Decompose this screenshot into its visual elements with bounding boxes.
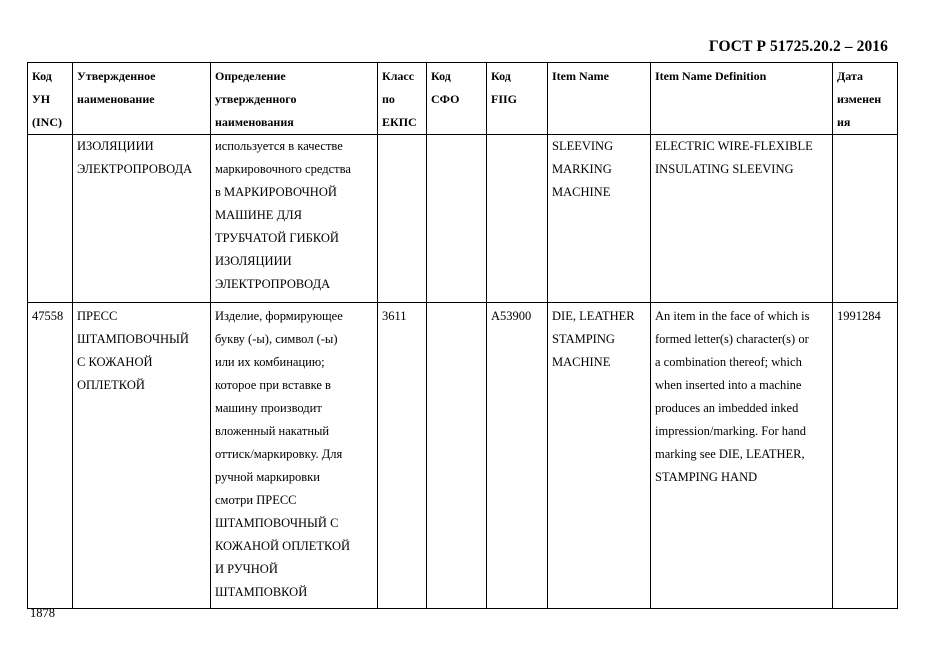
text-line: смотри ПРЕСС: [215, 493, 297, 507]
text-line: Класс: [382, 69, 415, 83]
text-line: marking see DIE, LEATHER,: [655, 447, 805, 461]
text-line: используется в качестве: [215, 139, 343, 153]
text-line: по: [382, 92, 395, 106]
cell-item-name-definition: [651, 135, 833, 303]
text-line: изменен: [837, 92, 882, 106]
cell-definition: [211, 303, 378, 609]
text-line: утвержденного: [215, 92, 297, 106]
cell-inc: [28, 135, 73, 303]
text-line: ШТАМПОВКОЙ: [215, 585, 308, 599]
header-inc: [28, 63, 73, 135]
cell-sfo: [427, 135, 487, 303]
text-line: formed letter(s) character(s) or: [655, 332, 809, 346]
cell-fiig: [487, 135, 548, 303]
text-line: STAMPING: [552, 332, 615, 346]
text-line: УН: [32, 92, 51, 106]
text-line: КОЖАНОЙ ОПЛЕТКОЙ: [215, 539, 351, 553]
text-line: оттиск/маркировку. Для: [215, 447, 343, 461]
text-line: С КОЖАНОЙ: [77, 355, 153, 369]
text-line: ОПЛЕТКОЙ: [77, 378, 145, 392]
text-line: impression/marking. For hand: [655, 424, 807, 438]
text-line: MARKING: [552, 162, 612, 176]
text-line: produces an imbedded inked: [655, 401, 799, 415]
text-line: (INC): [32, 115, 62, 129]
cell-sfo: [427, 303, 487, 609]
text-line: И РУЧНОЙ: [215, 562, 278, 576]
text-line: 3611: [382, 309, 407, 323]
cell-class: [378, 135, 427, 303]
text-line: DIE, LEATHER: [552, 309, 635, 323]
text-line: в МАРКИРОВОЧНОЙ: [215, 185, 337, 199]
text-line: FIIG: [491, 92, 518, 106]
header-class: [378, 63, 427, 135]
header-approved-name: [73, 63, 211, 135]
cell-change-date: [833, 303, 898, 609]
text-line: An item in the face of which is: [655, 309, 810, 323]
text-line: наименования: [215, 115, 294, 129]
nomenclature-table: [27, 62, 898, 609]
header-change-date: [833, 63, 898, 135]
cell-definition: [211, 135, 378, 303]
text-line: Item Name: [552, 69, 609, 83]
page-number: 1878: [30, 606, 55, 620]
text-line: ия: [837, 115, 851, 129]
text-line: ПРЕСС: [77, 309, 118, 323]
text-line: A53900: [491, 309, 532, 323]
text-line: STAMPING HAND: [655, 470, 758, 484]
text-line: ЭЛЕКТРОПРОВОДА: [77, 162, 193, 176]
text-line: Item Name Definition: [655, 69, 767, 83]
text-line: ручной маркировки: [215, 470, 320, 484]
text-line: 1991284: [837, 309, 881, 323]
table-header-row: [28, 63, 898, 135]
cell-class: [378, 303, 427, 609]
text-line: INSULATING SLEEVING: [655, 162, 794, 176]
text-line: ИЗОЛЯЦИИИ: [215, 254, 292, 268]
text-line: 47558: [32, 309, 64, 323]
cell-fiig: [487, 303, 548, 609]
text-line: вложенный накатный: [215, 424, 330, 438]
text-line: MACHINE: [552, 355, 611, 369]
header-item-name-definition: [651, 63, 833, 135]
text-line: MACHINE: [552, 185, 611, 199]
text-line: наименование: [77, 92, 155, 106]
text-line: Определение: [215, 69, 286, 83]
text-line: МАШИНЕ ДЛЯ: [215, 208, 302, 222]
table-row: [28, 303, 898, 609]
text-line: ELECTRIC WIRE-FLEXIBLE: [655, 139, 813, 153]
header-item-name: [548, 63, 651, 135]
text-line: ШТАМПОВОЧНЫЙ: [77, 332, 189, 346]
text-line: маркировочного средства: [215, 162, 351, 176]
text-line: СФО: [431, 92, 460, 106]
text-line: Код: [491, 69, 511, 83]
text-line: машину производит: [215, 401, 322, 415]
cell-approved-name: [73, 303, 211, 609]
text-line: a combination thereof; which: [655, 355, 802, 369]
cell-change-date: [833, 135, 898, 303]
header-definition: [211, 63, 378, 135]
text-line: Утвержденное: [77, 69, 156, 83]
table-row: [28, 135, 898, 303]
header-sfo: [427, 63, 487, 135]
text-line: которое при вставке в: [215, 378, 331, 392]
document-code: ГОСТ Р 51725.20.2 – 2016: [708, 38, 888, 55]
text-line: SLEEVING: [552, 139, 614, 153]
text-line: Код: [431, 69, 451, 83]
text-line: букву (-ы), символ (-ы): [215, 332, 338, 346]
cell-item-name: [548, 303, 651, 609]
text-line: Код: [32, 69, 52, 83]
text-line: ШТАМПОВОЧНЫЙ С: [215, 516, 339, 530]
text-line: или их комбинацию;: [215, 355, 325, 369]
text-line: ЕКПС: [382, 115, 417, 129]
cell-approved-name: [73, 135, 211, 303]
cell-item-name-definition: [651, 303, 833, 609]
text-line: ЭЛЕКТРОПРОВОДА: [215, 277, 331, 291]
text-line: ИЗОЛЯЦИИИ: [77, 139, 154, 153]
text-line: when inserted into a machine: [655, 378, 802, 392]
text-line: Дата: [837, 69, 863, 83]
text-line: Изделие, формирующее: [215, 309, 343, 323]
header-fiig: [487, 63, 548, 135]
text-line: ТРУБЧАТОЙ ГИБКОЙ: [215, 231, 339, 245]
cell-inc: [28, 303, 73, 609]
cell-item-name: [548, 135, 651, 303]
